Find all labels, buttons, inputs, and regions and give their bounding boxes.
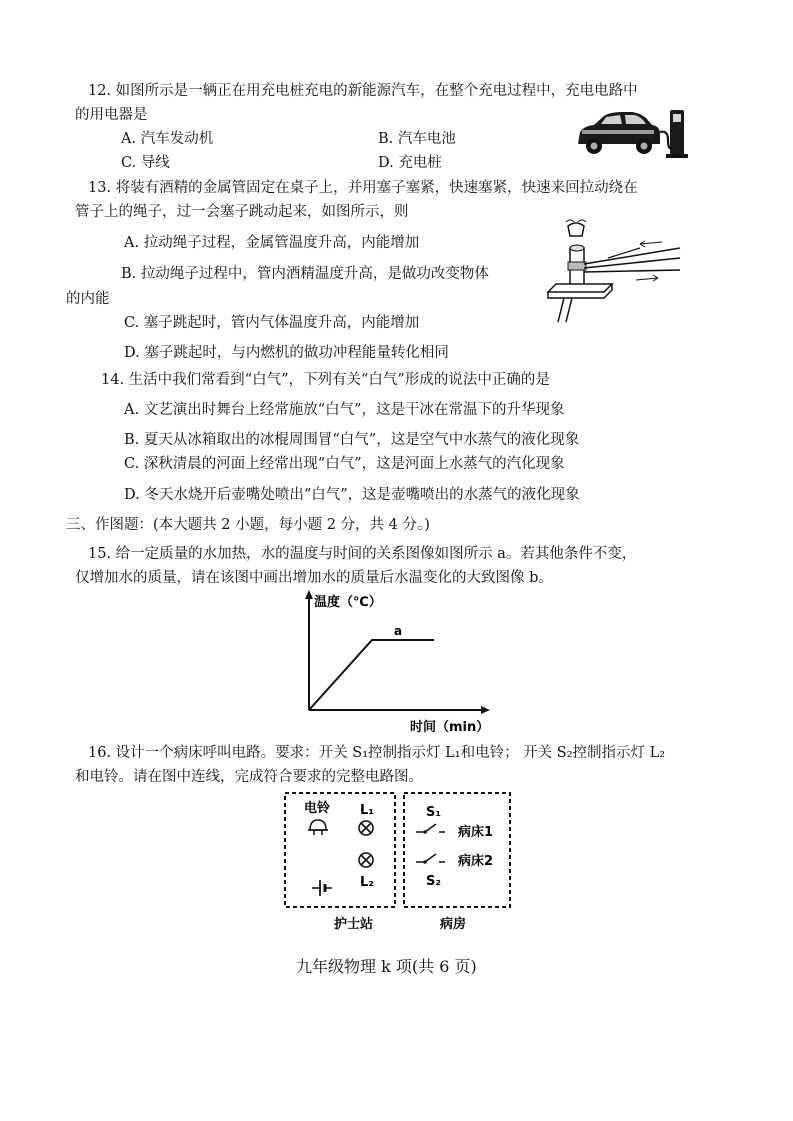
q13-option-c: C. 塞子跳起时，管内气体温度升高，内能增加	[124, 315, 420, 331]
ward-box	[404, 793, 510, 907]
q14-option-a: A. 文艺演出时舞台上经常施放“白气”，这是干冰在常温下的升华现象	[124, 402, 565, 418]
q12-stem-line1: 12. 如图所示是一辆正在用充电桩充电的新能源汽车，在整个充电过程中，充电电路中	[88, 83, 638, 99]
switch-s1-icon	[416, 824, 445, 834]
nurse-station-box	[285, 793, 395, 907]
q13-option-b-line1: B. 拉动绳子过程中，管内酒精温度升高，是做功改变物体	[121, 266, 489, 282]
bed1-label: 病床1	[458, 825, 494, 840]
curve-a	[309, 640, 434, 710]
q12-option-c: C. 导线	[121, 155, 170, 171]
q13-option-d: D. 塞子跳起时，与内燃机的做功冲程能量转化相同	[124, 345, 449, 361]
q13-option-a: A. 拉动绳子过程，金属管温度升高，内能增加	[124, 235, 420, 251]
curve-a-label: a	[394, 624, 403, 638]
switch-s2-label: S₂	[426, 874, 442, 889]
switch-s2-icon	[416, 854, 445, 864]
q15-stem-line2: 仅增加水的质量，请在该图中画出增加水的质量后水温变化的大致图像 b。	[75, 570, 553, 586]
q14-option-d: D. 冬天水烧开后壶嘴处喷出“白气”，这是壶嘴喷出的水蒸气的液化现象	[124, 487, 580, 503]
q14-option-c: C. 深秋清晨的河面上经常出现“白气”，这是河面上水蒸气的汽化现象	[124, 456, 565, 472]
x-axis-label: 时间（min）	[410, 720, 490, 735]
q12-stem-line2: 的用电器是	[75, 107, 148, 123]
temperature-time-graph	[300, 588, 500, 736]
bell-label: 电铃	[304, 801, 331, 816]
battery-icon	[312, 880, 332, 896]
q12-option-d: D. 充电桩	[378, 155, 442, 171]
lamp-l2-icon	[359, 853, 373, 867]
page-footer: 九年级物理 k 项(共 6 页)	[296, 957, 477, 976]
q12-option-a: A. 汽车发动机	[121, 131, 214, 147]
ward-label: 病房	[440, 917, 467, 932]
y-axis-arrow	[305, 590, 313, 599]
q14-stem: 14. 生活中我们常看到“白气”，下列有关“白气”形成的说法中正确的是	[101, 372, 550, 388]
q16-stem-line2: 和电铃。请在图中连线，完成符合要求的完整电路图。	[75, 769, 423, 785]
q13-stem-line1: 13. 将装有酒精的金属管固定在桌子上，并用塞子塞紧，快速塞紧，快速来回拉动绕在	[88, 180, 638, 196]
lamp-l2-label: L₂	[360, 875, 374, 890]
bed2-label: 病床2	[458, 854, 494, 869]
q16-stem-line1: 16. 设计一个病床呼叫电路。要求：开关 S₁控制指示灯 L₁和电铃； 开关 S₂控制指示灯 L₂	[88, 745, 666, 761]
bell-icon	[308, 820, 328, 835]
lamp-l1-label: L₁	[360, 803, 374, 818]
q13-stem-line2: 管子上的绳子，过一会塞子跳动起来，如图所示，则	[75, 204, 409, 220]
section-3-heading: 三、作图题：(本大题共 2 小题，每小题 2 分，共 4 分。)	[66, 517, 430, 533]
q13-option-b-line2: 的内能	[66, 291, 110, 307]
circuit-diagram	[282, 790, 514, 934]
switch-s1-label: S₁	[426, 805, 442, 820]
metal-tube-rope-figure	[544, 218, 684, 328]
q12-option-b: B. 汽车电池	[378, 131, 456, 147]
nurse-station-label: 护士站	[334, 917, 374, 932]
charging-car-figure	[576, 106, 688, 160]
q15-stem-line1: 15. 给一定质量的水加热，水的温度与时间的关系图像如图所示 a。若其他条件不变，	[88, 546, 637, 562]
x-axis-arrow	[481, 706, 490, 714]
q14-option-b: B. 夏天从冰箱取出的冰棍周围冒“白气”，这是空气中水蒸气的液化现象	[124, 432, 580, 448]
lamp-l1-icon	[359, 821, 373, 835]
y-axis-label: 温度（℃）	[314, 595, 382, 610]
